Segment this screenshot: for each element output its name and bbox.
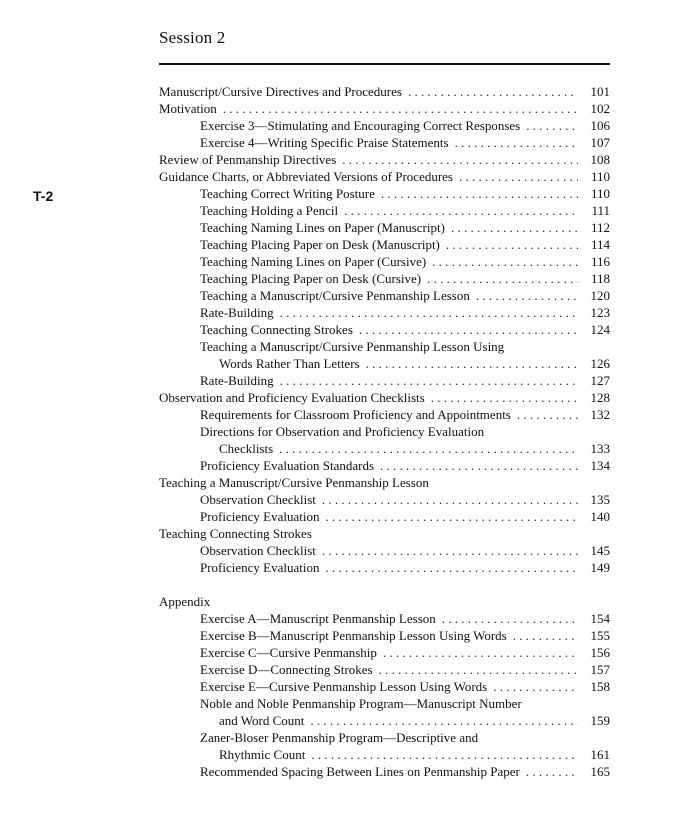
toc-entry <box>159 287 610 304</box>
table-of-contents <box>159 83 610 780</box>
toc-entry <box>159 406 610 423</box>
dot-leader <box>517 406 578 423</box>
toc-entry-page: 158 <box>590 679 610 694</box>
toc-entry-title: Teaching Correct Writing Posture <box>200 186 375 201</box>
toc-entry-page: 123 <box>590 305 610 320</box>
dot-leader <box>446 236 578 253</box>
dot-leader <box>476 287 578 304</box>
toc-entry-page: 112 <box>590 220 610 235</box>
toc-entry-title: Rhythmic Count <box>219 747 306 762</box>
toc-entry-page: 154 <box>590 611 610 626</box>
toc-entry <box>159 83 610 100</box>
toc-entry <box>159 100 610 117</box>
toc-entry-page: 111 <box>591 203 610 218</box>
toc-entry <box>159 542 610 559</box>
toc-entry-title: Teaching Holding a Pencil <box>200 203 339 218</box>
dot-leader <box>408 83 578 100</box>
toc-entry-title: Exercise B—Manuscript Penmanship Lesson Using Words <box>200 628 507 643</box>
toc-entry-page: 120 <box>590 288 610 303</box>
dot-leader <box>513 627 578 644</box>
toc-entry-page: 159 <box>590 713 610 728</box>
dot-leader <box>322 491 578 508</box>
dot-leader <box>379 661 578 678</box>
toc-entry <box>159 559 610 576</box>
toc-entry-title: Recommended Spacing Between Lines on Penmanship Paper <box>200 764 520 779</box>
toc-entry-title: Exercise D—Connecting Strokes <box>200 662 373 677</box>
toc-entry-page: 128 <box>590 390 610 405</box>
toc-entry <box>159 372 610 389</box>
toc-entry-title: Teaching Naming Lines on Paper (Manuscript) <box>200 220 445 235</box>
toc-entry <box>159 185 610 202</box>
toc-entry-page: 110 <box>590 169 610 184</box>
toc-entry-page: 134 <box>590 458 610 473</box>
toc-entry-title: Observation Checklist <box>200 492 316 507</box>
toc-appendix-list <box>159 610 610 780</box>
toc-entry <box>159 661 610 678</box>
toc-entry-page: 110 <box>590 186 610 201</box>
dot-leader <box>380 457 578 474</box>
toc-entry-title: Proficiency Evaluation <box>200 509 320 524</box>
toc-entry-title: and Word Count <box>219 713 305 728</box>
toc-entry-page: 106 <box>590 118 610 133</box>
toc-entry <box>159 117 610 134</box>
toc-entry-page: 116 <box>590 254 610 269</box>
dot-leader <box>280 372 578 389</box>
toc-entry-page: 149 <box>590 560 610 575</box>
toc-entry-title: Teaching Connecting Strokes <box>200 322 353 337</box>
toc-entry <box>159 627 610 644</box>
toc-entry-page: 102 <box>590 101 610 116</box>
toc-entry <box>159 151 610 168</box>
appendix-heading <box>159 593 610 610</box>
toc-entry <box>159 610 610 627</box>
toc-entry-page: 157 <box>590 662 610 677</box>
toc-entry <box>159 644 610 661</box>
toc-entry-page: 124 <box>590 322 610 337</box>
toc-entry <box>159 253 610 270</box>
toc-entry-title: Exercise 4—Writing Specific Praise Statements <box>200 135 449 150</box>
dot-leader <box>310 712 578 729</box>
toc-entry <box>159 729 610 746</box>
toc-entry-page: 108 <box>590 152 610 167</box>
toc-entry-title: Motivation <box>159 101 217 116</box>
toc-main-list <box>159 83 610 576</box>
toc-entry-title: Exercise A—Manuscript Penmanship Lesson <box>200 611 436 626</box>
dot-leader <box>383 644 578 661</box>
toc-entry-title: Guidance Charts, or Abbreviated Versions of Procedures <box>159 169 453 184</box>
toc-entry-title: Exercise C—Cursive Penmanship <box>200 645 377 660</box>
toc-entry-title: Manuscript/Cursive Directives and Procedures <box>159 84 402 99</box>
toc-entry <box>159 525 610 542</box>
toc-entry <box>159 270 610 287</box>
toc-entry <box>159 457 610 474</box>
toc-entry <box>159 678 610 695</box>
dot-leader <box>455 134 578 151</box>
dot-leader <box>326 559 579 576</box>
toc-entry-page: 135 <box>590 492 610 507</box>
toc-entry-page: 133 <box>590 441 610 456</box>
dot-leader <box>279 440 578 457</box>
toc-entry <box>159 321 610 338</box>
toc-entry-title: Teaching Naming Lines on Paper (Cursive) <box>200 254 427 269</box>
toc-entry <box>159 423 610 440</box>
toc-entry <box>159 219 610 236</box>
toc-entry-title: Checklists <box>219 441 274 456</box>
toc-entry-page: 114 <box>590 237 610 252</box>
title-rule <box>159 63 610 65</box>
toc-entry-page: 165 <box>590 764 610 779</box>
toc-entry-page: 156 <box>590 645 610 660</box>
toc-entry <box>159 304 610 321</box>
dot-leader <box>526 763 578 780</box>
dot-leader <box>451 219 578 236</box>
toc-entry <box>159 712 610 729</box>
dot-leader <box>326 508 579 525</box>
toc-entry <box>159 355 610 372</box>
appendix-title: Appendix <box>159 594 211 609</box>
dot-leader <box>280 304 578 321</box>
toc-entry-title: Words Rather Than Letters <box>219 356 360 371</box>
toc-entry <box>159 695 610 712</box>
toc-entry-title: Teaching a Manuscript/Cursive Penmanship Lesson <box>159 475 429 490</box>
dot-leader <box>342 151 578 168</box>
toc-entry-title: Observation and Proficiency Evaluation Checklists <box>159 390 425 405</box>
toc-entry-page: 126 <box>590 356 610 371</box>
page-title: Session 2 <box>159 28 226 47</box>
toc-entry-title: Teaching Placing Paper on Desk (Cursive) <box>200 271 422 286</box>
dot-leader <box>223 100 578 117</box>
toc-entry-page: 118 <box>590 271 610 286</box>
toc-entry-page: 127 <box>590 373 610 388</box>
toc-entry <box>159 202 610 219</box>
dot-leader <box>431 389 578 406</box>
toc-entry <box>159 440 610 457</box>
toc-entry-title: Proficiency Evaluation Standards <box>200 458 375 473</box>
toc-entry <box>159 746 610 763</box>
toc-entry-title: Review of Penmanship Directives <box>159 152 337 167</box>
toc-entry-title: Teaching Placing Paper on Desk (Manuscript) <box>200 237 440 252</box>
dot-leader <box>526 117 578 134</box>
toc-entry <box>159 389 610 406</box>
toc-entry-title: Zaner-Bloser Penmanship Program—Descriptive and <box>200 730 479 745</box>
toc-entry-title: Proficiency Evaluation <box>200 560 320 575</box>
toc-entry-title: Observation Checklist <box>200 543 316 558</box>
toc-entry-title: Requirements for Classroom Proficiency and Appointments <box>200 407 511 422</box>
toc-entry <box>159 763 610 780</box>
toc-entry-page: 140 <box>590 509 610 524</box>
side-tag: T-2 <box>33 188 54 204</box>
dot-leader <box>427 270 578 287</box>
toc-entry-title: Rate-Building <box>200 305 274 320</box>
toc-entry-page: 155 <box>590 628 610 643</box>
toc-entry <box>159 168 610 185</box>
dot-leader <box>344 202 578 219</box>
dot-leader <box>442 610 578 627</box>
toc-entry-title: Teaching Connecting Strokes <box>159 526 312 541</box>
dot-leader <box>366 355 578 372</box>
toc-entry-title: Noble and Noble Penmanship Program—Manuscript Number <box>200 696 522 711</box>
toc-entry-title: Rate-Building <box>200 373 274 388</box>
toc-entry-title: Teaching a Manuscript/Cursive Penmanship Lesson Using <box>200 339 505 354</box>
toc-entry <box>159 474 610 491</box>
dot-leader <box>432 253 578 270</box>
toc-entry-title: Exercise E—Cursive Penmanship Lesson Using Words <box>200 679 488 694</box>
toc-entry-page: 107 <box>590 135 610 150</box>
toc-entry-title: Directions for Observation and Proficiency Evaluation <box>200 424 485 439</box>
toc-entry-page: 101 <box>590 84 610 99</box>
toc-entry <box>159 508 610 525</box>
toc-entry-title: Teaching a Manuscript/Cursive Penmanship Lesson <box>200 288 470 303</box>
toc-entry <box>159 491 610 508</box>
dot-leader <box>311 746 578 763</box>
toc-entry <box>159 134 610 151</box>
dot-leader <box>322 542 578 559</box>
dot-leader <box>359 321 578 338</box>
toc-entry-page: 161 <box>590 747 610 762</box>
toc-entry <box>159 236 610 253</box>
toc-entry-page: 132 <box>590 407 610 422</box>
toc-entry <box>159 338 610 355</box>
toc-entry-title: Exercise 3—Stimulating and Encouraging Correct Responses <box>200 118 521 133</box>
dot-leader <box>459 168 578 185</box>
dot-leader <box>381 185 578 202</box>
dot-leader <box>493 678 578 695</box>
section-gap <box>159 576 610 593</box>
toc-entry-page: 145 <box>590 543 610 558</box>
